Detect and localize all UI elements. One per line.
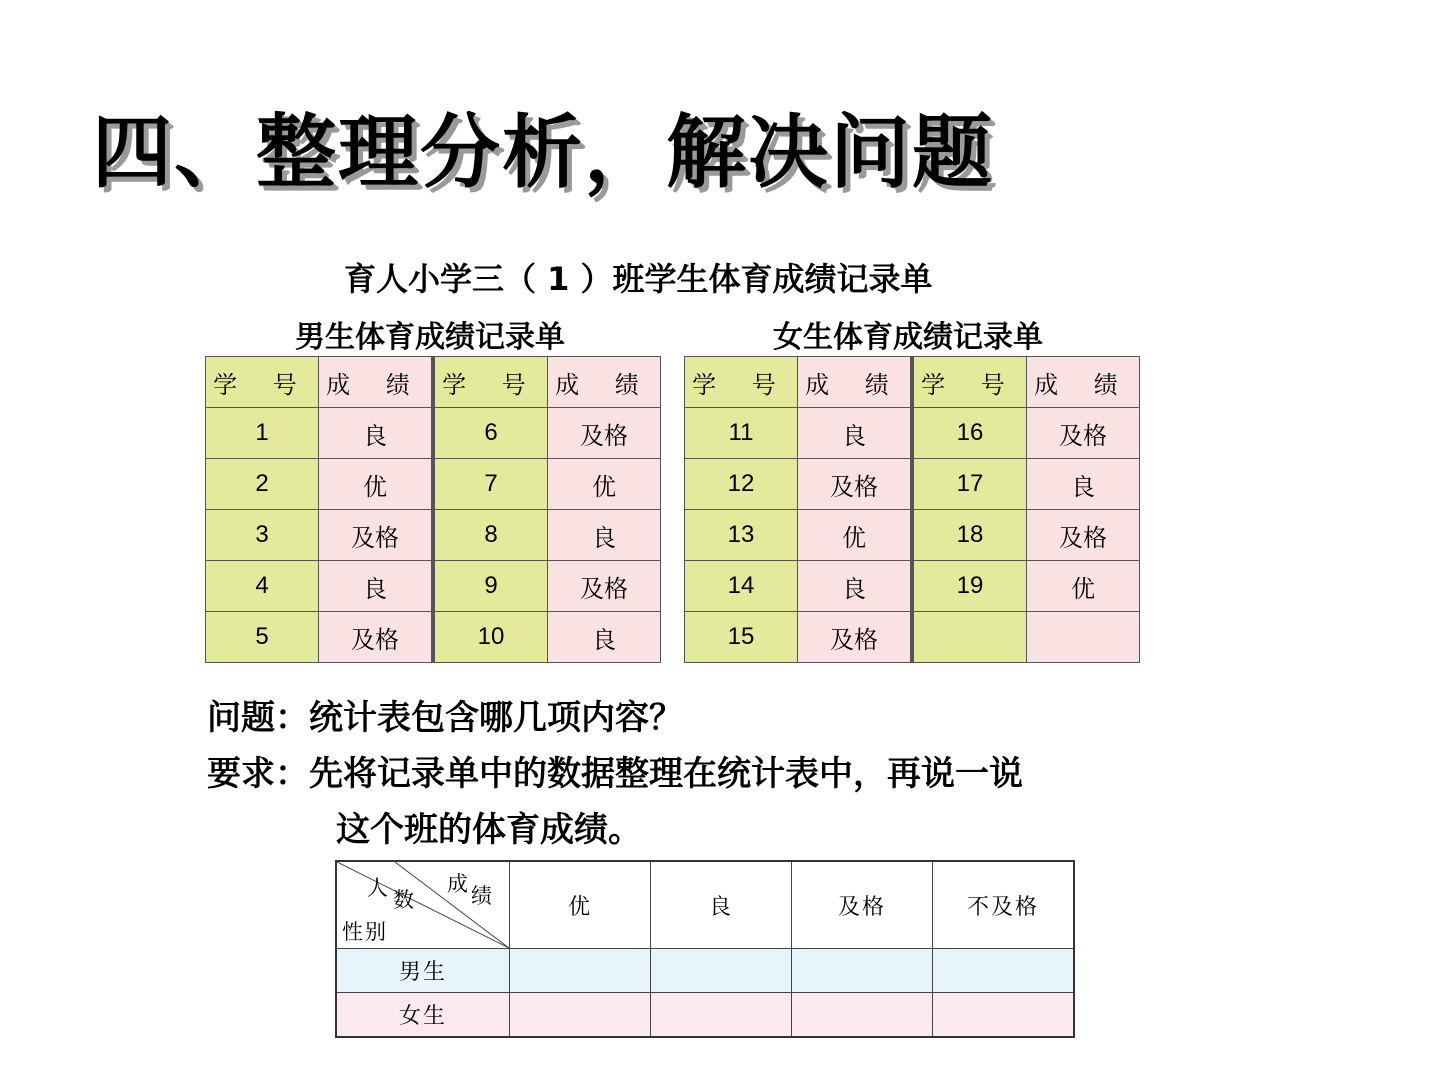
student-id-cell: 6: [435, 408, 548, 459]
table-header-row: [685, 357, 1140, 408]
statistics-table: [335, 860, 1075, 1038]
student-id-cell: 4: [206, 561, 319, 612]
column-header: 良: [651, 861, 792, 949]
empty-count-cell: [933, 993, 1075, 1038]
table-row: [206, 510, 661, 561]
student-id-cell: 12: [685, 459, 798, 510]
header-cell: 成 绩: [548, 357, 661, 408]
header-cell: 成 绩: [798, 357, 912, 408]
empty-count-cell: [792, 949, 933, 993]
table-row: [685, 408, 1140, 459]
grade-cell: 良: [319, 408, 433, 459]
student-id-cell: 16: [914, 408, 1027, 459]
table-row: [336, 993, 1074, 1038]
column-header: 及格: [792, 861, 933, 949]
header-cell: 学 号: [435, 357, 548, 408]
header-cell: 学 号: [914, 357, 1027, 408]
student-id-cell: 3: [206, 510, 319, 561]
header-cell: 成 绩: [319, 357, 433, 408]
empty-count-cell: [933, 949, 1075, 993]
student-id-cell: 1: [206, 408, 319, 459]
empty-count-cell: [792, 993, 933, 1038]
diagonal-header-cell: [336, 861, 510, 949]
boys-table-caption: 男生体育成绩记录单: [295, 320, 565, 355]
grade-cell: 及格: [319, 510, 433, 561]
empty-count-cell: [651, 993, 792, 1038]
grade-cell: 及格: [1027, 510, 1140, 561]
student-id-cell: 19: [914, 561, 1027, 612]
grade-cell: [1027, 612, 1140, 663]
table-row: [206, 459, 661, 510]
student-id-cell: 14: [685, 561, 798, 612]
grade-cell: 及格: [798, 459, 912, 510]
student-id-cell: 18: [914, 510, 1027, 561]
column-header: 优: [510, 861, 651, 949]
record-main-caption: 育人小学三（ 1 ）班学生体育成绩记录单: [344, 260, 933, 298]
grade-cell: 及格: [319, 612, 433, 663]
corner-label-gender: 性别: [342, 920, 388, 944]
empty-count-cell: [651, 949, 792, 993]
grade-cell: 优: [798, 510, 912, 561]
corner-label-count-1: 人: [367, 876, 390, 900]
question-text: 问题：统计表包含哪几项内容？: [207, 698, 683, 738]
row-label: 男生: [336, 949, 510, 993]
student-id-cell: 9: [435, 561, 548, 612]
grade-cell: 良: [798, 561, 912, 612]
slide-title: 四、整理分析，解决问题: [92, 106, 994, 199]
stat-header-row: [336, 861, 1074, 949]
empty-count-cell: [510, 949, 651, 993]
row-label: 女生: [336, 993, 510, 1038]
table-header-row: [206, 357, 661, 408]
table-row: [336, 949, 1074, 993]
header-cell: 学 号: [206, 357, 319, 408]
grade-cell: 良: [1027, 459, 1140, 510]
column-header: 不及格: [933, 861, 1075, 949]
student-id-cell: 5: [206, 612, 319, 663]
grade-cell: 及格: [798, 612, 912, 663]
table-row: [206, 612, 661, 663]
table-row: [685, 612, 1140, 663]
student-id-cell: 13: [685, 510, 798, 561]
student-id-cell: 7: [435, 459, 548, 510]
empty-count-cell: [510, 993, 651, 1038]
girls-table-caption: 女生体育成绩记录单: [773, 320, 1043, 355]
grade-cell: 优: [319, 459, 433, 510]
grade-cell: 及格: [548, 408, 661, 459]
table-row: [206, 561, 661, 612]
student-id-cell: 8: [435, 510, 548, 561]
grade-cell: 优: [548, 459, 661, 510]
grade-cell: 良: [548, 612, 661, 663]
student-id-cell: [914, 612, 1027, 663]
girls-record-table: [684, 356, 1140, 663]
grade-cell: 良: [798, 408, 912, 459]
student-id-cell: 11: [685, 408, 798, 459]
header-cell: 学 号: [685, 357, 798, 408]
table-row: [685, 510, 1140, 561]
table-row: [685, 561, 1140, 612]
student-id-cell: 15: [685, 612, 798, 663]
student-id-cell: 17: [914, 459, 1027, 510]
requirement-text-line-2: 这个班的体育成绩。: [336, 810, 642, 850]
corner-label-grade-1: 成: [447, 872, 470, 896]
student-id-cell: 2: [206, 459, 319, 510]
grade-cell: 良: [319, 561, 433, 612]
header-cell: 成 绩: [1027, 357, 1140, 408]
table-row: [685, 459, 1140, 510]
boys-record-table: [205, 356, 661, 663]
grade-cell: 及格: [1027, 408, 1140, 459]
requirement-text-line-1: 要求：先将记录单中的数据整理在统计表中，再说一说: [207, 754, 1023, 794]
grade-cell: 及格: [548, 561, 661, 612]
table-row: [206, 408, 661, 459]
corner-label-count-2: 数: [393, 888, 416, 912]
grade-cell: 优: [1027, 561, 1140, 612]
corner-label-grade-2: 绩: [471, 884, 494, 908]
grade-cell: 良: [548, 510, 661, 561]
student-id-cell: 10: [435, 612, 548, 663]
